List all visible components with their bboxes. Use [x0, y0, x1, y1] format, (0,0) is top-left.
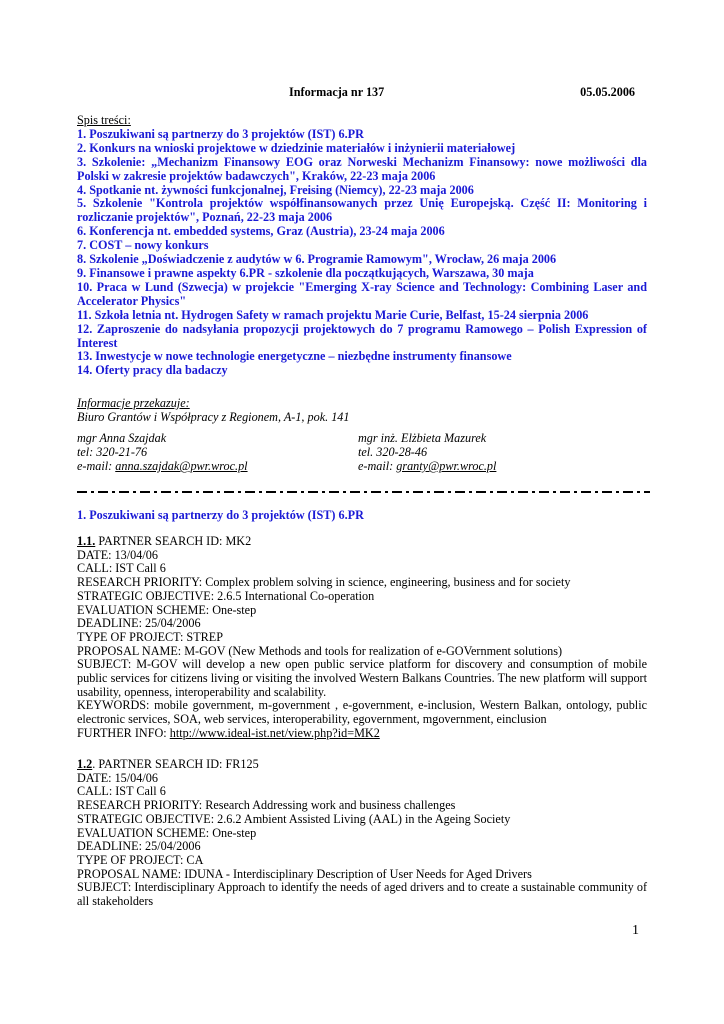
info-label: Informacje przekazuje: — [77, 396, 190, 410]
entry-line: DATE: 13/04/06 — [77, 547, 158, 562]
further-info-link[interactable]: http://www.ideal-ist.net/view.php?id=MK2 — [169, 725, 380, 740]
toc-item[interactable]: 6. Konferencja nt. embedded systems, Graz (Austria), 23-24 maja 2006 — [77, 224, 445, 239]
toc-item[interactable]: 4. Spotkanie nt. żywności funkcjonalnej, Freising (Niemcy), 22-23 maja 2006 — [77, 182, 474, 197]
info-block — [77, 396, 647, 424]
entry-line: DEADLINE: 25/04/2006 — [77, 616, 201, 631]
table-of-contents — [77, 114, 647, 378]
entry-line: SUBJECT: M-GOV will develop a new open public service platform for discovery and consumption of mobile public services for citizens living or visiting the involved Western Balkans Countries. The new platform will support usability, openness, interoperability and scalability. — [77, 657, 647, 699]
entry-line: RESEARCH PRIORITY: Complex problem solving in science, engineering, business and for society — [77, 575, 571, 590]
entry-line: DATE: 15/04/06 — [77, 770, 158, 785]
entry-line: KEYWORDS: mobile government, m-government , e-government, e-inclusion, Western Balkan, ontology, public electronic services, SOA, web services, interoperability, egovernment, mgovernment, einclusion — [77, 698, 647, 727]
toc-label: Spis treści: — [77, 113, 131, 127]
entry-title: PARTNER SEARCH ID: MK2 — [95, 534, 252, 548]
partner-search-entry — [77, 535, 647, 741]
partner-search-entry — [77, 758, 647, 909]
toc-item[interactable]: 14. Oferty pracy dla badaczy — [77, 363, 228, 378]
entry-line: CALL: IST Call 6 — [77, 784, 166, 799]
entry-line: TYPE OF PROJECT: STREP — [77, 629, 224, 644]
toc-item[interactable]: 3. Szkolenie: „Mechanizm Finansowy EOG oraz Norweski Mechanizm Finansowy: nowe możliwości dla Polski w zakresie projektów badawczych", Kraków, 22-23 maja 2006 — [77, 154, 647, 183]
contact-name: mgr inż. Elżbieta Mazurek — [358, 431, 487, 445]
entry-line: RESEARCH PRIORITY: Research Addressing work and business challenges — [77, 798, 456, 813]
issue-date: 05.05.2006 — [580, 85, 635, 99]
entry-title-line — [77, 758, 647, 772]
contact-left — [77, 431, 347, 473]
toc-item[interactable]: 12. Zaproszenie do nadsyłania propozycji projektowych do 7 programu Ramowego – Polish Expression of Interest — [77, 321, 647, 350]
toc-item[interactable]: 5. Szkolenie "Kontrola projektów współfinansowanych przez Unię Europejską. Część II: Monitoring i rozliczanie projektów", Poznań, 22-23 maja 2006 — [77, 196, 647, 225]
contact-email-line — [358, 459, 628, 473]
toc-item[interactable]: 2. Konkurs na wnioski projektowe w dziedzinie materiałów i inżynierii materiałowej — [77, 140, 516, 155]
contact-email-label: e-mail: — [358, 459, 397, 473]
contact-name: mgr Anna Szajdak — [77, 431, 167, 445]
entry-line: PROPOSAL NAME: M-GOV (New Methods and tools for realization of e-GOVernment solutions) — [77, 643, 563, 658]
issue-title: Informacja nr 137 — [289, 85, 385, 99]
entry-title-line — [77, 535, 647, 549]
toc-item[interactable]: 9. Finansowe i prawne aspekty 6.PR - szkolenie dla początkujących, Warszawa, 30 maja — [77, 265, 534, 280]
contact-phone: tel. 320-28-46 — [358, 445, 428, 459]
entry-line: EVALUATION SCHEME: One-step — [77, 602, 257, 617]
entry-line: CALL: IST Call 6 — [77, 561, 166, 576]
entry-line: EVALUATION SCHEME: One-step — [77, 825, 257, 840]
section-heading: 1. Poszukiwani są partnerzy do 3 projektów (IST) 6.PR — [77, 508, 364, 522]
entry-line: SUBJECT: Interdisciplinary Approach to identify the needs of aged drivers and to create a sustainable community of all stakeholders — [77, 880, 647, 909]
toc-item[interactable]: 13. Inwestycje w nowe technologie energetyczne – niezbędne instrumenty finansowe — [77, 349, 512, 364]
toc-item[interactable]: 11. Szkoła letnia nt. Hydrogen Safety w ramach projektu Marie Curie, Belfast, 15-24 sierpnia 2006 — [77, 307, 589, 322]
toc-item[interactable]: 1. Poszukiwani są partnerzy do 3 projektów (IST) 6.PR — [77, 126, 364, 141]
contact-email-link[interactable]: granty@pwr.wroc.pl — [396, 459, 497, 473]
entry-number: 1.2 — [77, 757, 93, 771]
further-info-line — [77, 727, 647, 741]
toc-item[interactable]: 10. Praca w Lund (Szwecja) w projekcie "Emerging X-ray Science and Technology: Combining Laser and Accelerator Physics" — [77, 279, 647, 308]
section-divider — [77, 489, 650, 495]
info-office: Biuro Grantów i Współpracy z Regionem, A-1, pok. 141 — [77, 410, 350, 424]
toc-item[interactable]: 8. Szkolenie „Doświadczenie z audytów w 6. Programie Ramowym", Wrocław, 26 maja 2006 — [77, 252, 557, 267]
contact-email-label: e-mail: — [77, 459, 116, 473]
contact-email-link[interactable]: anna.szajdak@pwr.wroc.pl — [115, 459, 248, 473]
entry-line: STRATEGIC OBJECTIVE: 2.6.5 International Co-operation — [77, 588, 375, 603]
entry-line: STRATEGIC OBJECTIVE: 2.6.2 Ambient Assisted Living (AAL) in the Ageing Society — [77, 811, 511, 826]
contact-email-line — [77, 459, 347, 473]
page-number: 1 — [632, 923, 639, 938]
entry-line: TYPE OF PROJECT: CA — [77, 852, 204, 867]
contact-right — [358, 431, 628, 473]
further-info-label: FURTHER INFO: — [77, 725, 170, 740]
entry-line: DEADLINE: 25/04/2006 — [77, 839, 201, 854]
contact-phone: tel: 320-21-76 — [77, 445, 148, 459]
entry-number: 1.1. — [77, 534, 96, 548]
entry-title: . PARTNER SEARCH ID: FR125 — [92, 757, 259, 771]
entry-line: PROPOSAL NAME: IDUNA - Interdisciplinary Description of User Needs for Aged Drivers — [77, 866, 532, 881]
toc-item[interactable]: 7. COST – nowy konkurs — [77, 238, 209, 253]
